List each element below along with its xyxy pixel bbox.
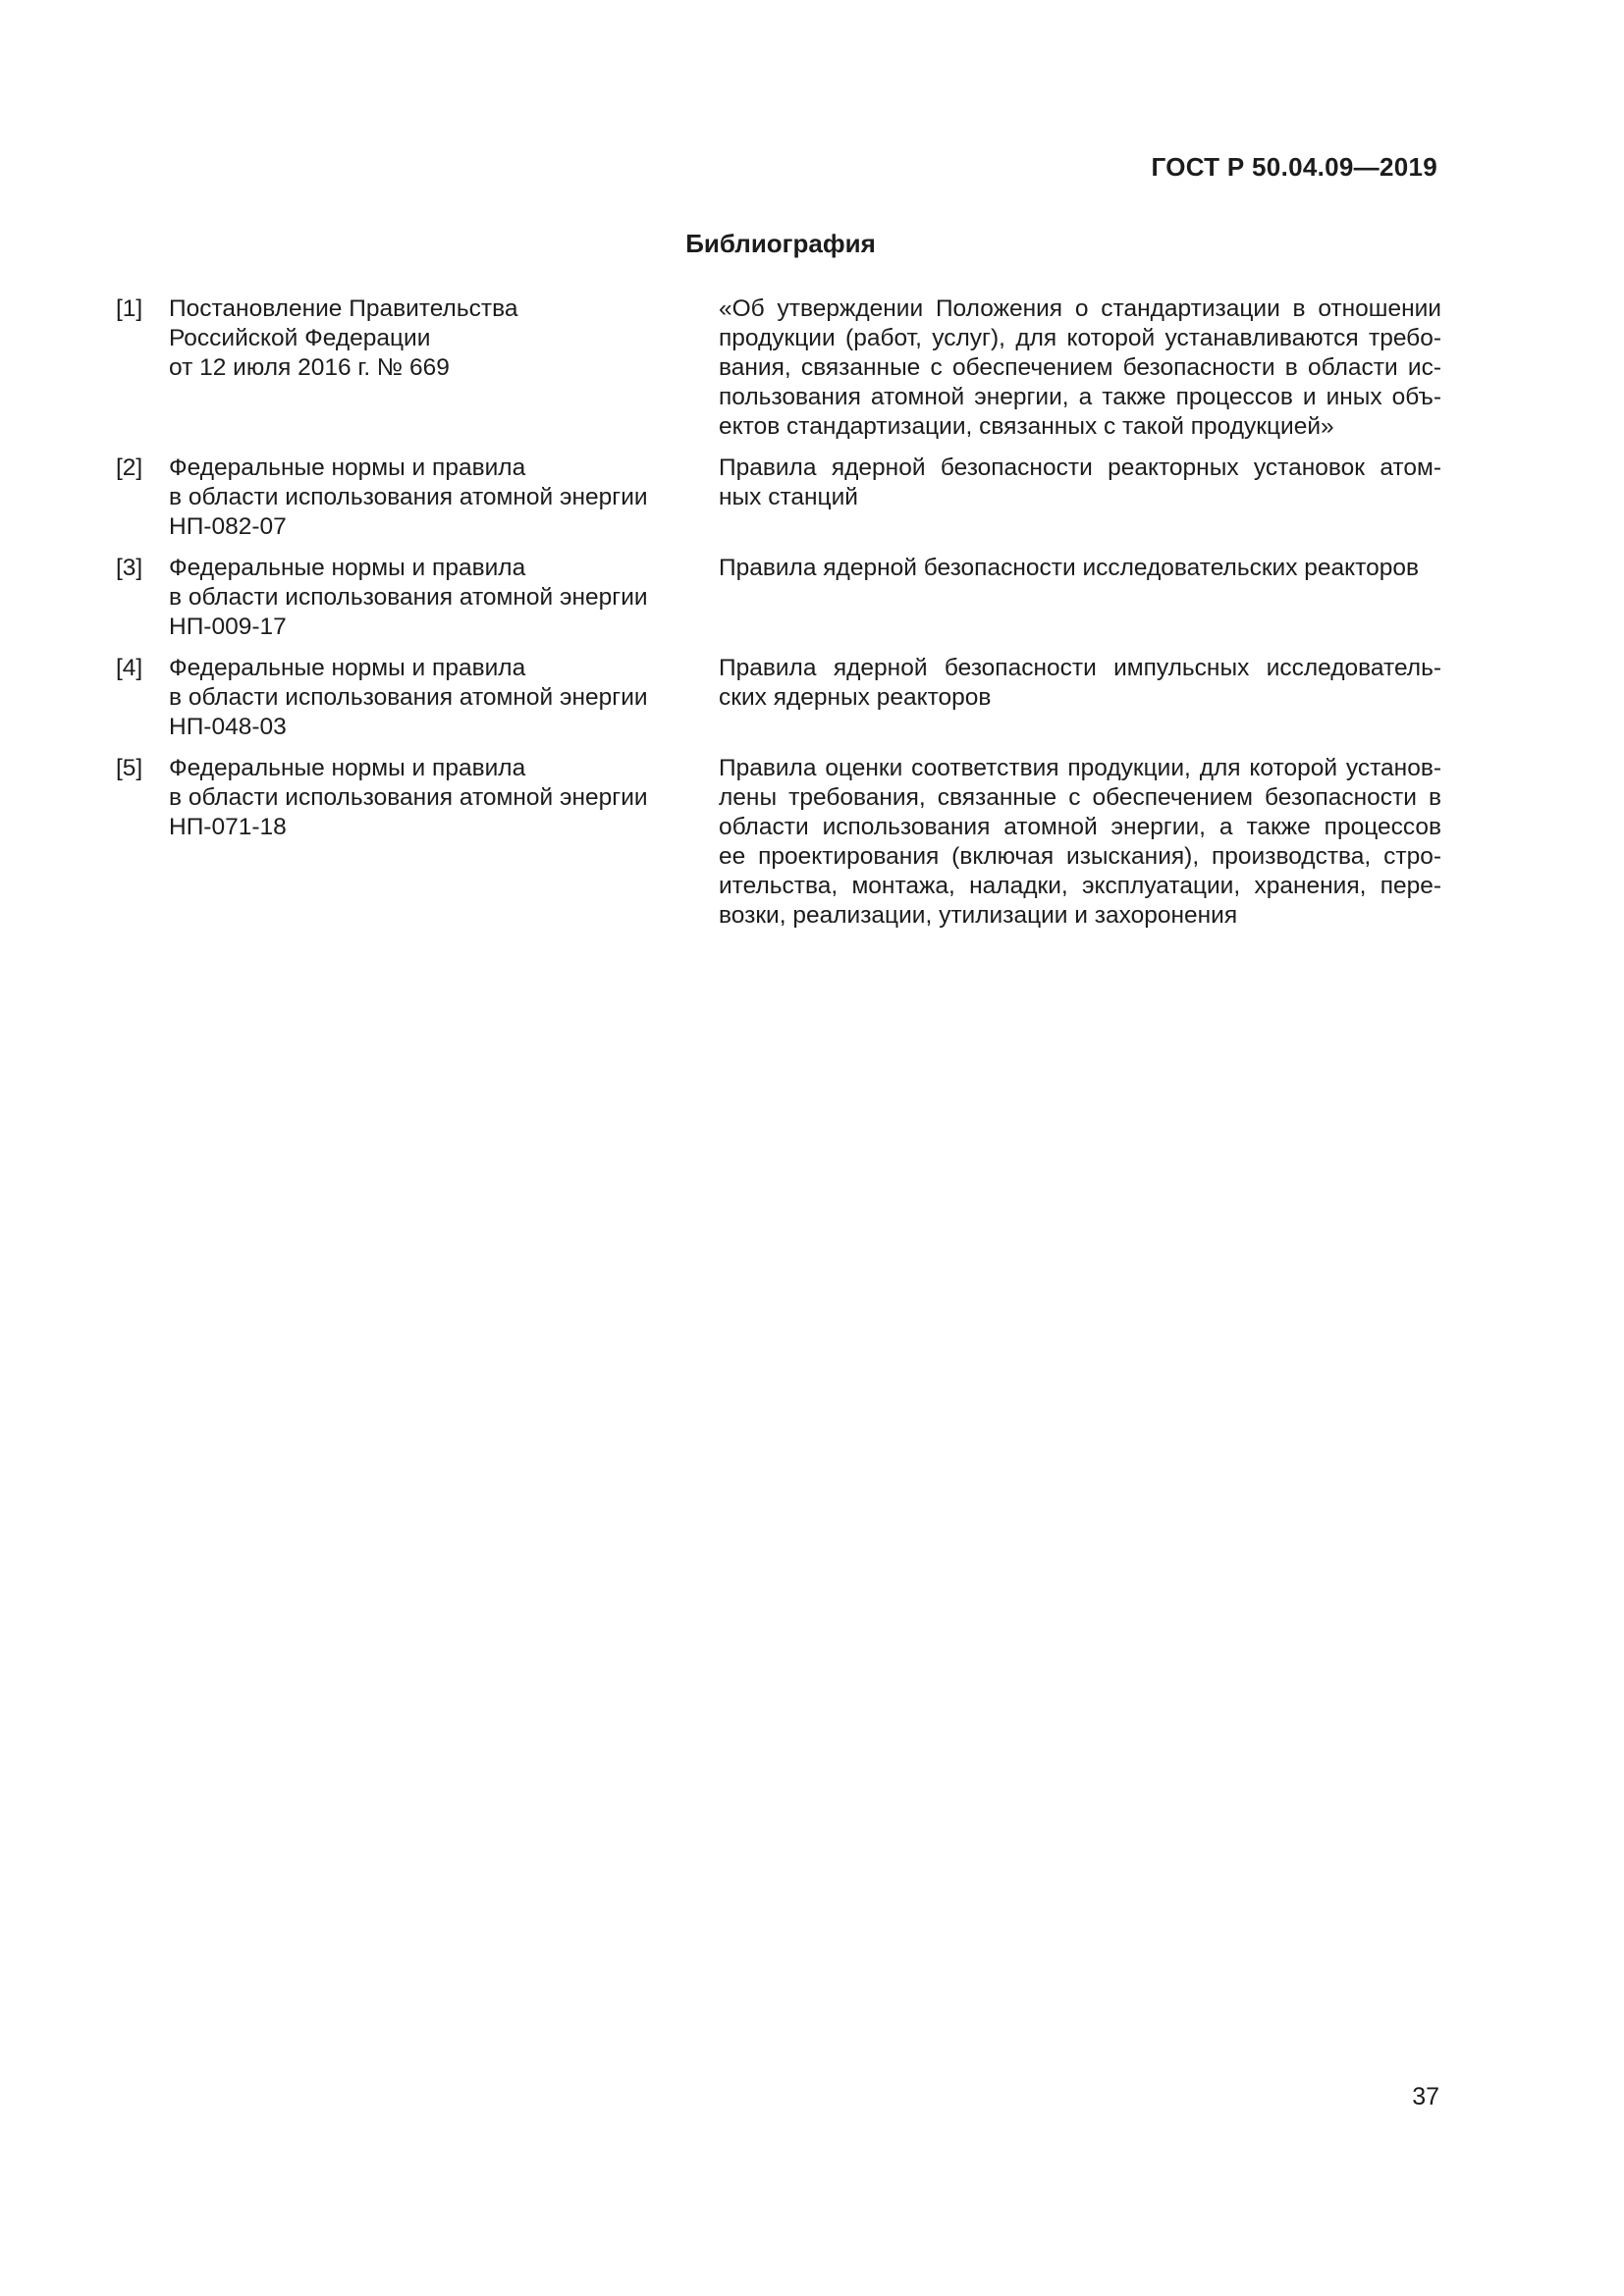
source-line: Федеральные нормы и правила xyxy=(169,454,526,481)
source-line: Постановление Правительства xyxy=(169,295,518,322)
description-line: ных станций xyxy=(719,484,858,510)
bibliography-entry xyxy=(116,294,1441,442)
source-line: в области использования атомной энергии xyxy=(169,484,648,510)
description-line: ектов стандартизации, связанных с такой продукцией» xyxy=(719,413,1334,440)
source-line: НП-082-07 xyxy=(169,513,287,540)
entry-number: [1] xyxy=(116,295,143,322)
description-line: ее проектирования (включая изыскания), производства, стро- xyxy=(719,843,1441,870)
description-line: продукции (работ, услуг), для которой устанавливаются требо- xyxy=(719,325,1441,351)
page-number: 37 xyxy=(1412,2083,1439,2110)
bibliography-entry xyxy=(116,754,1441,931)
entry-description xyxy=(719,754,1441,931)
entry-description xyxy=(719,554,1441,642)
description-line: ительства, монтажа, наладки, эксплуатации, хранения, пере- xyxy=(719,873,1441,899)
entry-number: [5] xyxy=(116,755,143,781)
description-line: области использования атомной энергии, а также процессов xyxy=(719,814,1441,840)
description-line: ских ядерных реакторов xyxy=(719,684,992,711)
description-line: Правила ядерной безопасности реакторных установок атом- xyxy=(719,454,1441,481)
description-line: «Об утверждении Положения о стандартизации в отношении xyxy=(719,295,1441,322)
entry-source xyxy=(169,454,719,542)
bibliography-entry xyxy=(116,454,1441,542)
description-line: лены требования, связанные с обеспечением безопасности в xyxy=(719,784,1441,811)
entry-source xyxy=(169,294,719,442)
entry-number: [4] xyxy=(116,655,143,681)
source-line: Федеральные нормы и правила xyxy=(169,755,526,781)
entry-source xyxy=(169,654,719,742)
entry-description xyxy=(719,454,1441,542)
document-code: ГОСТ Р 50.04.09—2019 xyxy=(1151,152,1437,182)
source-line: в области использования атомной энергии xyxy=(169,684,648,711)
bibliography-list xyxy=(116,294,1441,942)
source-line: НП-009-17 xyxy=(169,614,287,640)
description-line: пользования атомной энергии, а также процессов и иных объ- xyxy=(719,384,1441,410)
description-line: Правила ядерной безопасности импульсных исследователь- xyxy=(719,655,1441,681)
entry-source xyxy=(169,554,719,642)
source-line: Российской Федерации xyxy=(169,325,431,351)
source-line: НП-048-03 xyxy=(169,714,287,740)
entry-description xyxy=(719,654,1441,742)
entry-number: [2] xyxy=(116,454,143,481)
entry-description xyxy=(719,294,1441,442)
bibliography-title: Библиография xyxy=(685,229,876,258)
description-line: возки, реализации, утилизации и захоронения xyxy=(719,902,1238,929)
description-line: Правила оценки соответствия продукции, для которой установ- xyxy=(719,755,1441,781)
description-line: вания, связанные с обеспечением безопасности в области ис- xyxy=(719,354,1441,381)
source-line: Федеральные нормы и правила xyxy=(169,655,526,681)
source-line: в области использования атомной энергии xyxy=(169,584,648,611)
entry-number: [3] xyxy=(116,555,143,581)
entry-source xyxy=(169,754,719,931)
source-line: НП-071-18 xyxy=(169,814,287,840)
bibliography-entry xyxy=(116,654,1441,742)
bibliography-entry xyxy=(116,554,1441,642)
source-line: Федеральные нормы и правила xyxy=(169,555,526,581)
source-line: от 12 июля 2016 г. № 669 xyxy=(169,354,450,381)
description-line: Правила ядерной безопасности исследовательских реакторов xyxy=(719,555,1420,581)
source-line: в области использования атомной энергии xyxy=(169,784,648,811)
